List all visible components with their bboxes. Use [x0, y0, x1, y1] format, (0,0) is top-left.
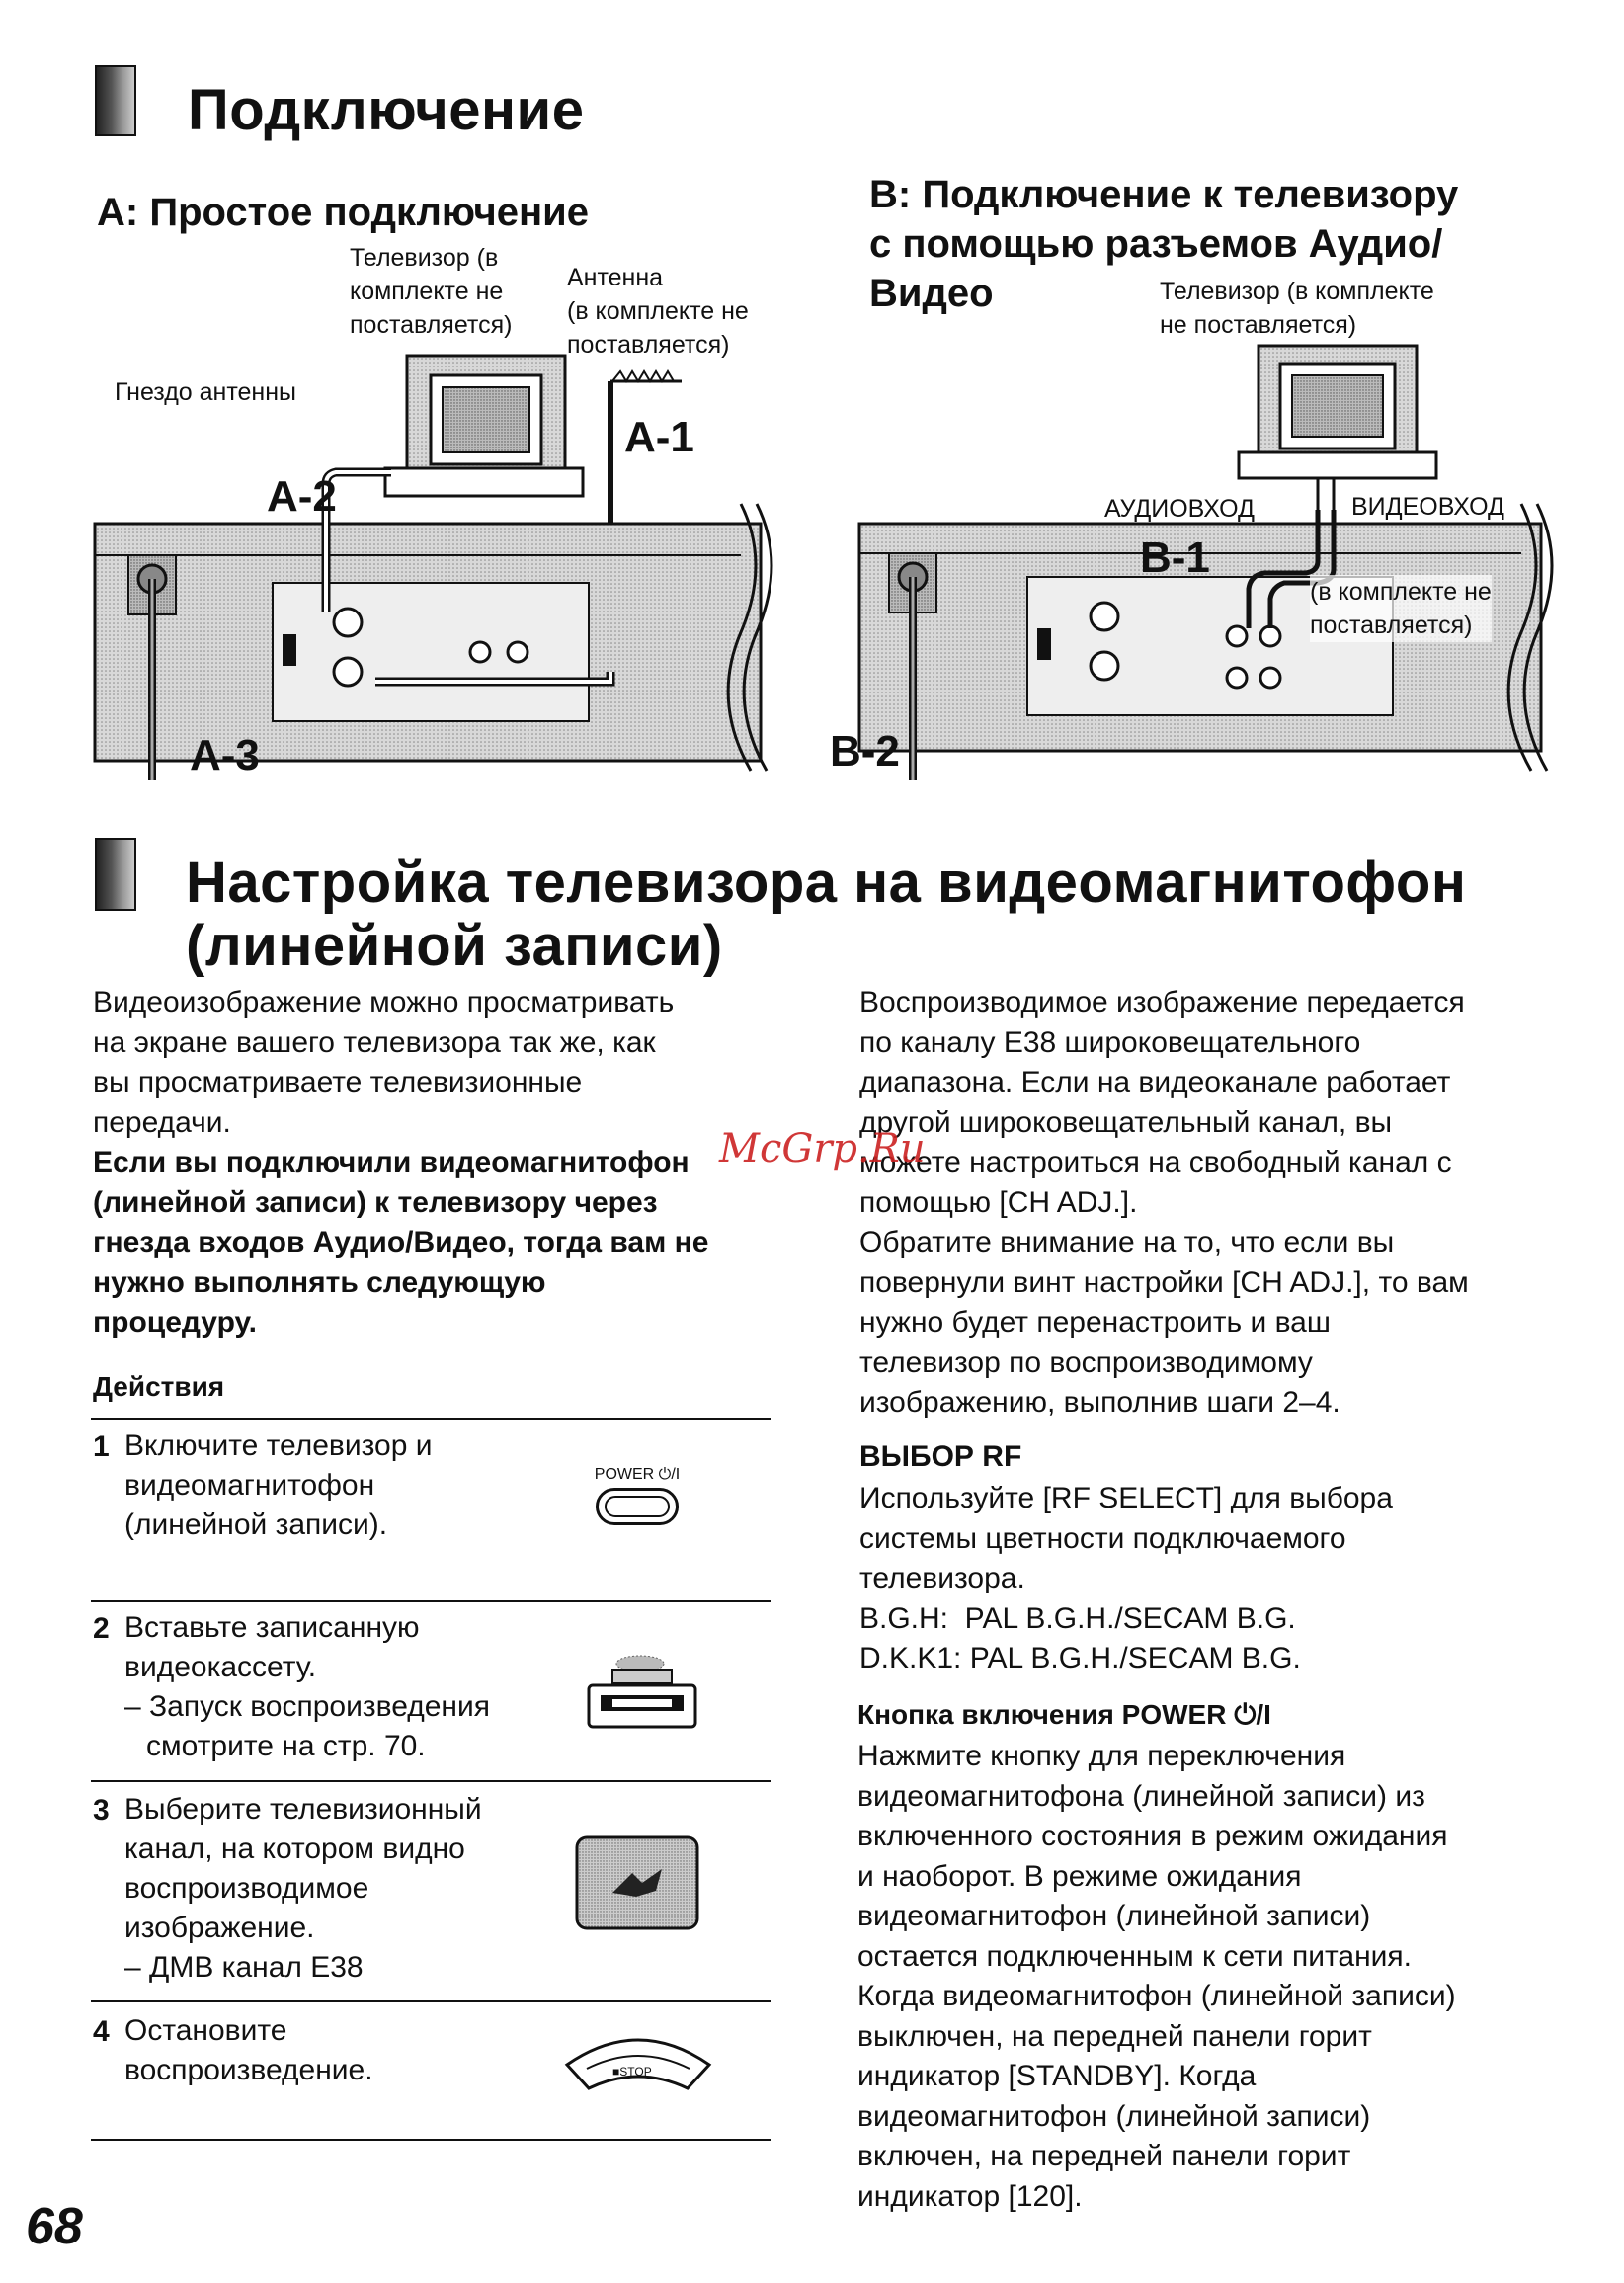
b-audio-in-label: АУДИОВХОД	[1104, 495, 1255, 523]
power-text: Нажмите кнопку для переключения видеомагнитофона (линейной записи) из включенного состояния в режим ожидания и наоборот. В режиме ожидания видеомагнитофон (линейной записи) остается подключенным к сети питания. Когда видеомагнитофон (линейной записи) выключен, на передней панели горит индикатор [STANDBY]. Когда видеомагнитофон (линейной записи) включен, на передней панели горит индикатор [120].	[857, 1740, 1456, 2213]
step-text: Остановите воспроизведение.	[124, 2014, 373, 2086]
divider	[91, 2000, 771, 2002]
tv-icon	[385, 356, 583, 496]
divider	[91, 2139, 771, 2141]
a-antenna-caption: Антенна (в комплекте не поставляется)	[567, 264, 749, 359]
subsection-a-title: A: Простое подключение	[97, 191, 589, 234]
right-paragraph: Воспроизводимое изображение передается по каналу E38 широковещательного диапазона. Если на видеоканале работает другой широковещательный канал, вы можете настроиться на свободный канал с помощью [CH ADJ.]. Обратите внимание на то, что если вы повернули винт настройки [CH ADJ.], то вам нужно будет перенастроить и ваш телевизор по воспроизводимому изображению, выполнив шаги 2–4.	[859, 986, 1469, 1419]
step-text: Вставьте записанную видеокассету. – Запуск воспроизведения смотрите на стр. 70.	[124, 1611, 490, 1762]
section-title-tuning: Настройка телевизора на видеомагнитофон (линейной записи)	[186, 851, 1467, 978]
label-b1: B-1	[1140, 533, 1210, 582]
a-tv-caption: Телевизор (в комплекте не поставляется)	[350, 244, 513, 339]
divider	[91, 1600, 771, 1602]
power-heading: Кнопка включения POWER ⏻/I	[857, 1699, 1271, 1730]
step-number: 4	[93, 2015, 110, 2048]
a-socket-caption: Гнездо антенны	[115, 378, 297, 406]
step-number: 1	[93, 1430, 110, 1463]
power-button-icon: POWER ⏻/I	[583, 1466, 691, 1525]
stop-label: ■STOP	[612, 2065, 652, 2079]
label-a3: A-3	[190, 731, 260, 779]
step-number: 3	[93, 1794, 110, 1827]
left-bold-note: Если вы подключили видеомагнитофон (линейной записи) к телевизору через гнезда входов Аудио/Видео, тогда вам не нужно выполнять следующую процедуру.	[93, 1146, 709, 1339]
actions-heading: Действия	[93, 1371, 225, 1402]
diagram-b	[850, 336, 1581, 790]
b-tv-caption: Телевизор (в комплекте не поставляется)	[1160, 278, 1434, 339]
label-b2: B-2	[830, 727, 900, 775]
section-marker	[95, 65, 136, 136]
subsection-b-title: B: Подключение к телевизору с помощью разъемов Аудио/ Видео	[869, 173, 1459, 315]
stop-button-icon	[559, 2025, 717, 2094]
divider	[91, 1418, 771, 1420]
step-number: 2	[93, 1612, 110, 1645]
left-intro: Видеоизображение можно просматривать на экране вашего телевизора так же, как вы просматриваете телевизионные передачи.	[93, 986, 675, 1139]
label-a2: A-2	[267, 472, 337, 521]
section-title-connection: Подключение	[188, 78, 585, 142]
rf-text: Используйте [RF SELECT] для выбора системы цветности подключаемого телевизора. B.G.H: PAL B.G.H./SECAM B.G. D.K.K1: PAL B.G.H./SECAM B.G.	[859, 1482, 1393, 1674]
section-marker-2	[95, 838, 136, 911]
page-number: 68	[26, 2198, 83, 2255]
step-text: Включите телевизор и видеомагнитофон (линейной записи).	[124, 1429, 433, 1541]
cassette-insert-icon	[583, 1646, 701, 1731]
b-cable-caption: (в комплекте не поставляется)	[1310, 575, 1492, 642]
tv-icon-b	[1239, 346, 1436, 478]
tv-screen-icon	[573, 1834, 701, 1932]
b-video-in-label: ВИДЕОВХОД	[1351, 493, 1504, 521]
rf-heading: ВЫБОР RF	[859, 1440, 1022, 1473]
step-text: Выберите телевизионный канал, на котором видно воспроизводимое изображение. – ДМВ канал E38	[124, 1793, 482, 1984]
divider	[91, 1780, 771, 1782]
label-a1: A-1	[624, 413, 694, 461]
watermark: McGrp.Ru	[719, 1126, 926, 1172]
